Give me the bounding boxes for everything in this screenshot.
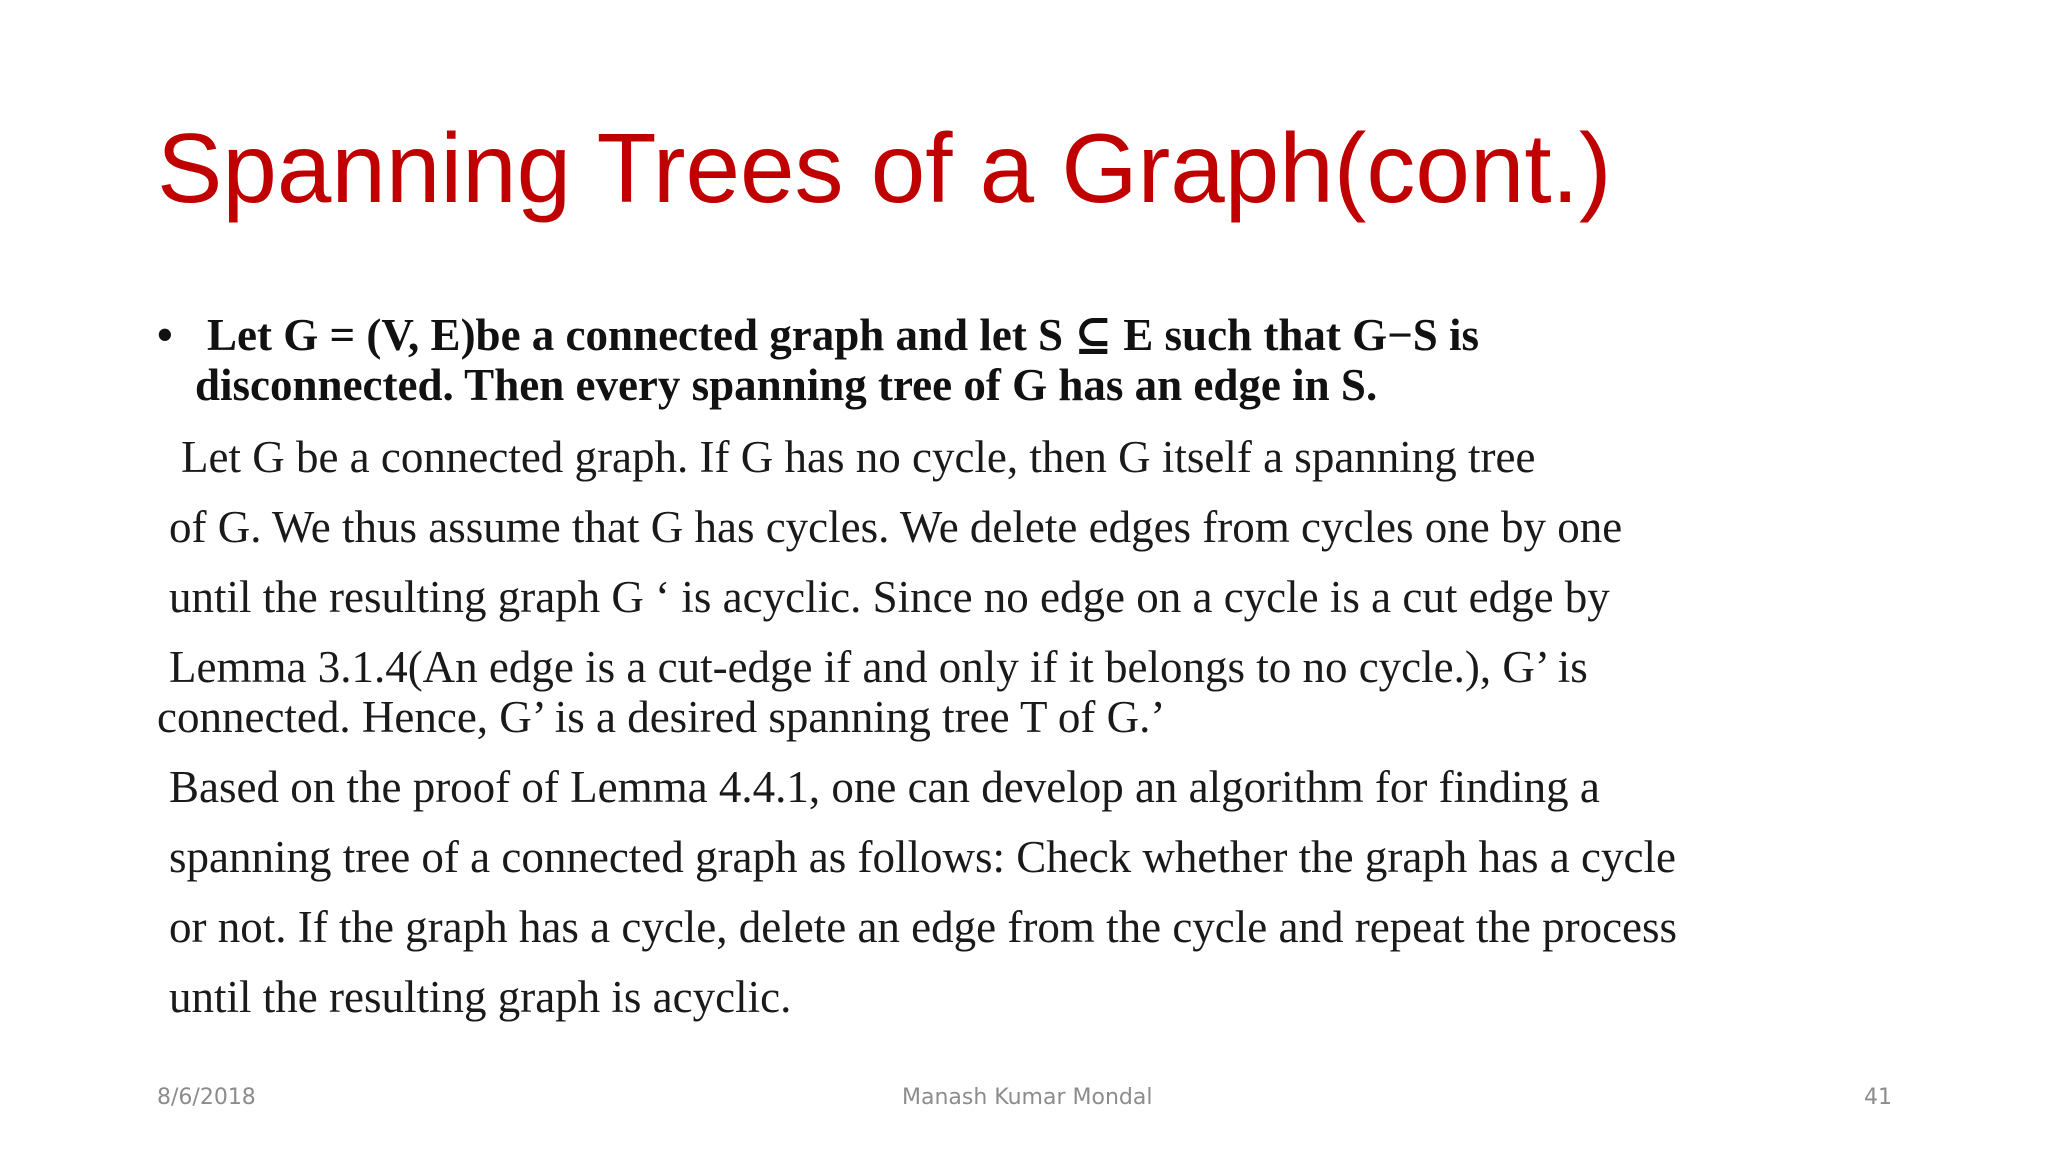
bullet-line-1: Let G = (V, E)be a connected graph and let S ⊆ E such that G−S is	[207, 310, 1480, 360]
body-line-6: Based on the proof of Lemma 4.4.1, one can develop an algorithm for finding a	[169, 762, 1600, 812]
body-line-9: until the resulting graph is acyclic.	[169, 972, 792, 1022]
slide-title: Spanning Trees of a Graph(cont.)	[157, 113, 1612, 223]
body-line-2: of G. We thus assume that G has cycles. We delete edges from cycles one by one	[169, 502, 1623, 552]
bullet-line-2: disconnected. Then every spanning tree of G has an edge in S.	[195, 360, 1378, 410]
footer-page-number: 41	[1864, 1085, 1892, 1110]
body-line-7: spanning tree of a connected graph as follows: Check whether the graph has a cycle	[169, 832, 1676, 882]
bullet-icon: •	[157, 309, 173, 360]
body-line-4: Lemma 3.1.4(An edge is a cut-edge if and only if it belongs to no cycle.), G’ is	[169, 642, 1588, 692]
body-line-1: Let G be a connected graph. If G has no cycle, then G itself a spanning tree	[181, 432, 1536, 482]
body-line-8: or not. If the graph has a cycle, delete an edge from the cycle and repeat the process	[169, 902, 1678, 952]
footer-author: Manash Kumar Mondal	[902, 1085, 1153, 1110]
body-line-5: connected. Hence, G’ is a desired spanning tree T of G.’	[157, 692, 1166, 742]
footer-date: 8/6/2018	[157, 1085, 256, 1110]
body-line-3: until the resulting graph G ‘ is acyclic. Since no edge on a cycle is a cut edge by	[169, 572, 1610, 622]
